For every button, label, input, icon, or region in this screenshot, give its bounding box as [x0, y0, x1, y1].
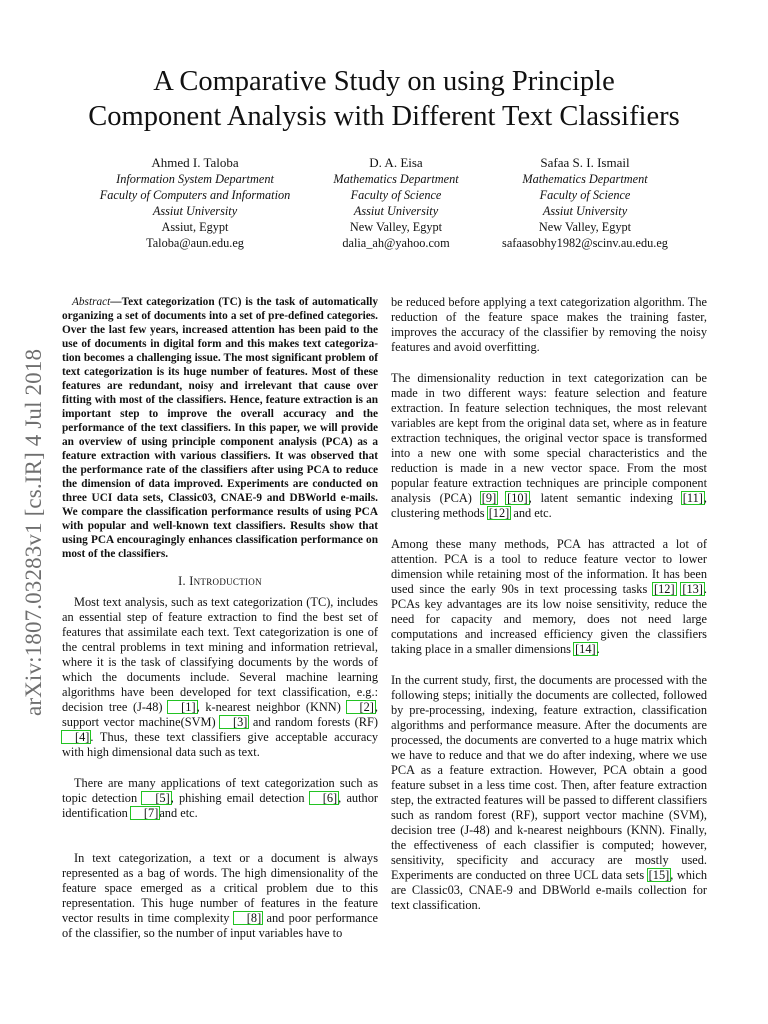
author-3 — [465, 154, 705, 251]
section-title: Introduction — [189, 574, 262, 588]
text-run: In text categorization, a text or a document is always represented as a bag of words. The high dimensionality of the feature space emerged as a critical problem due to this representation. This huge number of features in the feature vector results in time complexity — [62, 851, 378, 925]
author-faculty: Faculty of Science — [350, 188, 442, 202]
arxiv-stamp-text: arXiv:1807.03283v1 [cs.IR] 4 Jul 2018 — [21, 348, 46, 716]
citation-link[interactable]: [1] — [168, 701, 196, 713]
text-run: and random forests (RF) — [248, 715, 378, 729]
text-run: , phishing email detection — [170, 791, 310, 805]
text-run: and etc. — [510, 506, 552, 520]
abstract-text: Text categorization (TC) is the task of automatically organizing a set of documents into a set of pre-defined categories. Over the last few years, increased attention has been paid to the use of documents in digital form and this makes text categorization becomes a challenging issue. The most significant problem of text categorization is its huge number of features. Most of these features are redundant, noisy and irrelevant that cause over fitting with most of the classifiers. Hence, feature extraction is an important step to improve the overall accuracy and the performance of the text classifiers. In this paper, we will provide an overview of using principle component analysis (PCA) as a feature extraction with various classifiers. It was observed that the performance rate of the classifiers after using PCA to reduce the dimension of data improved. Experiments are conducted on three UCI data sets, Classic03, CNAE-9 and DBWorld e-mails. We compare the classification performance results of using PCA with popular and well-known text classifiers. Results show that using PCA encouragingly enhances classification performance on most of the classifiers. — [62, 296, 378, 560]
intro-paragraph-2 — [62, 776, 378, 821]
left-column — [62, 295, 378, 941]
paper-title — [40, 64, 728, 134]
title-line-2: Component Analysis with Different Text Classifiers — [88, 101, 680, 132]
citation-link[interactable]: [5] — [142, 792, 170, 804]
citation-link[interactable]: [12] — [488, 506, 510, 520]
citation-link[interactable]: [15] — [648, 868, 670, 882]
author-name: D. A. Eisa — [369, 155, 423, 170]
text-run: and poor performance of the classifier, so the number of input variables have to — [62, 911, 378, 940]
citation-link[interactable]: [9] — [481, 491, 497, 505]
intro-paragraph-6 — [391, 537, 707, 657]
text-run: In the current study, first, the documents are processed with the following steps; initially the documents are collected, followed by pre-processing, indexing, feature extraction, classification algorithms and performance measure. After the documents are processed, the documents are converted to a huge matrix which we have to reduce and that we do after indexing, where we use PCA as a feature extraction. However, PCA obtain a good feature subset in a less time cost. Then, after feature extraction step, the extracted features will be passed to different classifiers such as random forest (RF), support vector machine (SVM), decision tree (J-48) and k-nearest neighbours (KNN). Finally, the effectiveness of each classifier is computed; however, sensitivity, specificity and accuracy are mostly used. Experiments are conducted on three UCL data sets — [391, 673, 707, 882]
text-run: Most text analysis, such as text categorization (TC), includes an essential step of feature extraction to find the best set of features that assimilate each text. Text categorization is one of the central problems in text mining and information retrieval, where it is the task of classifying documents by the words of which the documents include. Several machine learning algorithms have been developed for text classification, e.g.: decision tree (J-48) — [62, 595, 378, 714]
text-run: , author identification — [62, 791, 378, 820]
citation-link[interactable]: [11] — [682, 491, 703, 505]
author-email[interactable]: safaasobhy1982@scinv.au.edu.eg — [502, 236, 668, 250]
right-column — [391, 295, 707, 913]
author-location: New Valley, Egypt — [538, 220, 632, 234]
author-department: Information System Department — [116, 172, 274, 186]
text-run — [497, 491, 506, 505]
author-name: Safaa S. I. Ismail — [540, 155, 630, 170]
author-faculty: Faculty of Science — [539, 188, 631, 202]
author-department: Mathematics Department — [333, 172, 459, 186]
text-run: and etc. — [159, 806, 198, 820]
arxiv-stamp — [18, 296, 58, 716]
intro-paragraph-1 — [62, 595, 378, 760]
author-1 — [70, 154, 320, 251]
citation-link[interactable]: [13] — [682, 582, 703, 596]
abstract — [62, 295, 378, 561]
intro-paragraph-7 — [391, 673, 707, 913]
citation-link[interactable]: [2] — [347, 701, 375, 713]
text-run: The dimensionality reduction in text categorization can be made in two different ways: feature selection and feature extraction. In feature selection techniques, the most relevant variables are kept from the original data set, where as in feature extraction techniques, the original vector space is transformed into a new one with some special characteristics and the reduction is made in a new vector space. From the most popular feature extraction techniques are principle component analysis (PCA) — [391, 371, 707, 505]
citation-link[interactable]: [12] — [654, 582, 675, 596]
author-location: Assiut, Egypt — [161, 220, 229, 234]
text-run: , which are Classic03, CNAE-9 and DBWorld e-mails collection for text classification. — [391, 868, 708, 912]
text-run: There are many applications of text categorization such as topic detection — [62, 776, 378, 805]
intro-paragraph-5 — [391, 371, 707, 521]
author-name: Ahmed I. Taloba — [151, 155, 239, 170]
citation-link[interactable]: [6] — [310, 792, 338, 804]
author-faculty: Faculty of Computers and Information — [99, 188, 291, 202]
section-heading-introduction — [62, 574, 378, 589]
intro-paragraph-4: be reduced before applying a text categorization algorithm. The reduction of the feature space makes the training faster, improves the accuracy of the classifier by removing the noisy features and avoid overfitting. — [391, 295, 707, 354]
author-email[interactable]: Taloba@aun.edu.eg — [146, 236, 244, 250]
citation-link[interactable]: [10] — [507, 491, 528, 505]
text-run: , support vector machine(SVM) — [62, 700, 378, 729]
abstract-label: Abstract — [72, 296, 111, 308]
text-run: , k-nearest neighbor (KNN) — [196, 700, 347, 714]
section-number: I. — [178, 574, 186, 588]
author-department: Mathematics Department — [522, 172, 648, 186]
text-run: , latent semantic indexing — [528, 491, 682, 505]
title-line-1: A Comparative Study on using Principle — [153, 66, 615, 97]
citation-link[interactable]: [3] — [220, 716, 248, 728]
text-run: . — [596, 642, 600, 656]
author-email[interactable]: dalia_ah@yahoo.com — [342, 236, 450, 250]
text-run: . Thus, these text classifiers give acceptable accuracy with high dimensional data such as text. — [62, 730, 378, 759]
author-university: Assiut University — [353, 204, 439, 218]
citation-link[interactable]: [8] — [234, 912, 262, 924]
author-university: Assiut University — [542, 204, 628, 218]
text-run: , clustering methods — [391, 491, 707, 520]
abstract-dash: — — [110, 296, 122, 308]
citation-link[interactable]: [14] — [575, 642, 596, 656]
citation-link[interactable]: [4] — [62, 731, 90, 743]
author-location: New Valley, Egypt — [349, 220, 443, 234]
text-run: Among these many methods, PCA has attracted a lot of attention. PCA is a tool to reduce feature vector to lower dimension while retaining most of the information. It has been used since the early 90s in text processing tasks — [391, 537, 707, 596]
text-run: . PCAs key advantages are its low noise sensitivity, reduce the need for capacity and memory, does not need large computations and increased efficiency given the classifiers taking place in a smaller dimensions — [391, 582, 707, 656]
intro-paragraph-3 — [62, 851, 378, 941]
author-university: Assiut University — [152, 204, 238, 218]
citation-link[interactable]: [7] — [131, 807, 159, 819]
